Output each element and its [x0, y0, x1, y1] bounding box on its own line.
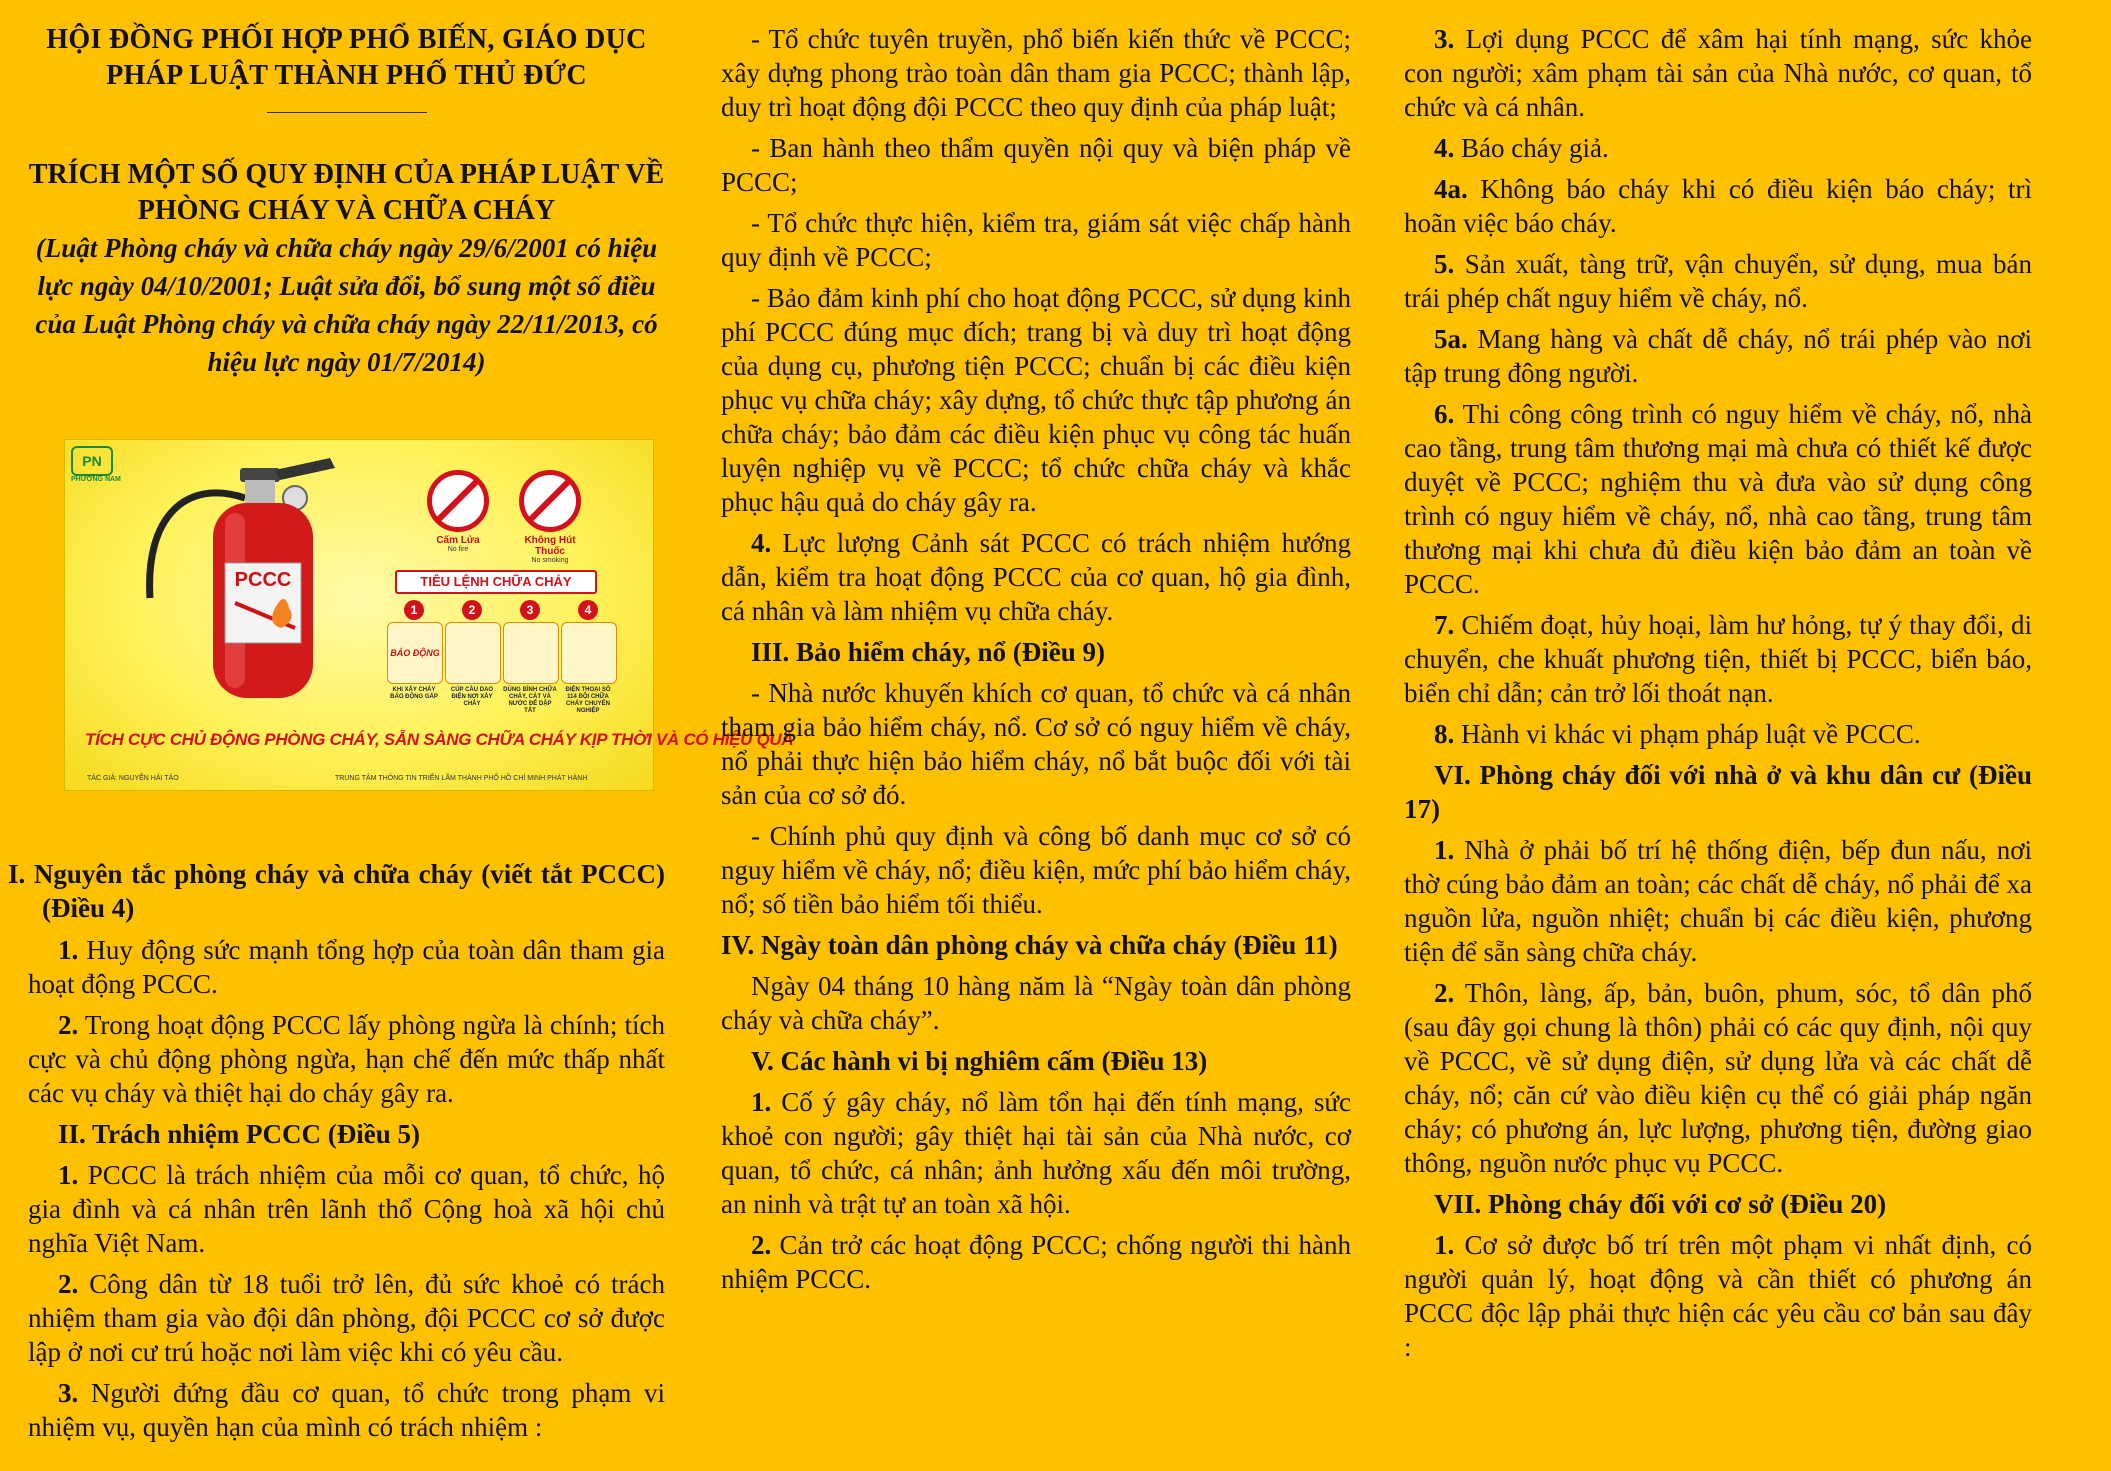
item-text: Hành vi khác vi phạm pháp luật về PCCC.: [1454, 719, 1921, 749]
step-number: 4: [578, 600, 598, 620]
step-2: [445, 600, 499, 715]
item-number: 2.: [751, 1230, 772, 1260]
article-item: [1404, 172, 2032, 240]
step-4: [561, 600, 615, 715]
poster-slogan: TÍCH CỰC CHỦ ĐỘNG PHÒNG CHÁY, SẴN SÀNG CHỮA CHÁY KỊP THỜI VÀ CÓ HIỆU QUẢ: [85, 730, 794, 749]
poster-publisher: TRUNG TÂM THÔNG TIN TRIỂN LÃM THÀNH PHỐ HỒ CHÍ MINH PHÁT HÀNH: [335, 775, 588, 782]
logo-mark: PN: [71, 446, 113, 476]
no-smoking-sublabel: No smoking: [531, 557, 569, 564]
item-number: 4a.: [1434, 174, 1468, 204]
step-text: KHI XẢY CHÁY BÁO ĐỘNG GẤP: [390, 687, 438, 700]
item-number: 8.: [1434, 719, 1455, 749]
item-text: Nhà ở phải bố trí hệ thống điện, bếp đun nấu, nơi thờ cúng bảo đảm an toàn; các chất dễ cháy, nổ phải để xa nguồn lửa, nguồn nhiệt; chuẩn bị các điều kiện, phương tiện để sẵn sàng chữa cháy.: [1404, 835, 2032, 967]
no-smoking-sign: [515, 470, 585, 565]
section-3-heading: III. Bảo hiểm cháy, nổ (Điều 9): [751, 637, 1106, 667]
poster-author: TÁC GIẢ: NGUYỄN HẢI TẢO: [87, 775, 179, 782]
alarm-word: BÁO ĐỘNG: [390, 648, 440, 658]
item-text: Cản trở các hoạt động PCCC; chống người thi hành nhiệm PCCC.: [721, 1230, 1351, 1294]
bullet-item: - Bảo đảm kinh phí cho hoạt động PCCC, sử dụng kinh phí PCCC đúng mục đích; trang bị và duy trì hoạt động của dụng cụ, phương tiện PCCC; chuẩn bị các điều kiện phục vụ chữa cháy; xây dựng, tổ chức thực tập phương án chữa cháy; bảo đảm các điều kiện phục vụ công tác huấn luyện nghiệp vụ về PCCC; tổ chức chữa cháy và khắc phục hậu quả do cháy gây ra.: [721, 283, 1351, 517]
title-divider: [267, 112, 427, 113]
item-text: Thôn, làng, ấp, bản, buôn, phum, sóc, tổ dân phố (sau đây gọi chung là thôn) phải có các quy định, nội quy về PCCC, về sử dụng điện, sử dụng lửa và các chất dễ cháy, nổ; căn cứ vào điều kiện cụ thể có giải pháp ngăn cháy; có phương án, lực lượng, phương tiện, đường giao thông, nguồn nước phục vụ PCCC.: [1404, 978, 2032, 1178]
item-text: Lực lượng Cảnh sát PCCC có trách nhiệm hướng dẫn, kiểm tra hoạt động PCCC của cơ quan, hộ gia đình, cá nhân và làm nhiệm vụ chữa cháy.: [721, 528, 1351, 626]
logo-name: PHƯƠNG NAM: [71, 476, 121, 483]
circuit-breaker-icon: [445, 622, 501, 684]
section-4-heading: IV. Ngày toàn dân phòng cháy và chữa cháy (Điều 11): [721, 930, 1338, 960]
document-title: TRÍCH MỘT SỐ QUY ĐỊNH CỦA PHÁP LUẬT VỀ PHÒNG CHÁY VÀ CHỮA CHÁY: [28, 159, 665, 226]
item-number: 1.: [58, 935, 79, 965]
bullet-item: - Tổ chức tuyên truyền, phổ biến kiến thức về PCCC; xây dựng phong trào toàn dân tham gia PCCC; thành lập, duy trì hoạt động đội PCCC theo quy định của pháp luật;: [721, 24, 1351, 122]
step-text: CÚP CẦU DAO ĐIỆN NƠI XẢY CHÁY: [450, 687, 494, 707]
article-item: [28, 1008, 665, 1110]
item-text: Huy động sức mạnh tổng hợp của toàn dân tham gia hoạt động PCCC.: [28, 935, 665, 999]
item-number: 2.: [58, 1269, 79, 1299]
step-text: ĐIỆN THOẠI SỐ 114 ĐỘI CHỮA CHÁY CHUYÊN NGHIỆP: [565, 687, 611, 714]
fire-extinguisher-icon: [125, 458, 355, 708]
no-smoking-label: Không Hút Thuốc: [524, 535, 576, 557]
article-item: [1404, 22, 2032, 124]
item-text: PCCC là trách nhiệm của mỗi cơ quan, tổ chức, hộ gia đình và cá nhân trên lãnh thổ Cộng hoà xã hội chủ nghĩa Việt Nam.: [28, 1160, 665, 1258]
article-item: [1404, 833, 2032, 969]
item-number: 7.: [1434, 610, 1455, 640]
section-1-heading: I. Nguyên tắc phòng cháy và chữa cháy (viết tắt PCCC) (Điều 4): [8, 859, 665, 923]
item-number: 6.: [1434, 399, 1455, 429]
item-number: 5.: [1434, 249, 1455, 279]
article-item: [28, 933, 665, 1001]
item-text: Lợi dụng PCCC để xâm hại tính mạng, sức khỏe con người; xâm phạm tài sản của Nhà nước, cơ quan, tổ chức và cá nhân.: [1404, 24, 2032, 122]
item-number: 4.: [1434, 133, 1455, 163]
section-7-heading: VII. Phòng cháy đối với cơ sở (Điều 20): [1434, 1189, 1887, 1219]
article-item: [1404, 397, 2032, 601]
item-text: Mang hàng và chất dễ cháy, nổ trái phép vào nơi tập trung đông người.: [1404, 324, 2032, 388]
item-text: Không báo cháy khi có điều kiện báo cháy; trì hoãn việc báo cháy.: [1404, 174, 2032, 238]
no-fire-sign: [423, 470, 493, 565]
column-1: [8, 22, 794, 1451]
article-item: [721, 1085, 1351, 1221]
bullet-item: - Chính phủ quy định và công bố danh mục cơ sở có nguy hiểm về cháy, nổ; điều kiện, mức phí bảo hiểm cháy, nổ; số tiền bảo hiểm tối thiểu.: [721, 821, 1351, 919]
publisher-logo: [71, 446, 121, 483]
article-item: [28, 1158, 665, 1260]
item-number: 1.: [1434, 1230, 1455, 1260]
item-text: Cơ sở được bố trí trên một phạm vi nhất định, có người quản lý, hoạt động và cần thiết có phương án PCCC độc lập phải thực hiện các yêu cầu cơ bản sau đây :: [1404, 1230, 2032, 1362]
section-6-heading: VI. Phòng cháy đối với nhà ở và khu dân cư (Điều 17): [1404, 760, 2032, 824]
step-1: [387, 600, 441, 715]
item-number: 3.: [58, 1378, 79, 1408]
article-item: [1404, 247, 2032, 315]
item-text: Báo cháy giả.: [1454, 133, 1609, 163]
extinguisher-label: PCCC: [234, 569, 292, 591]
item-number: 2.: [58, 1010, 79, 1040]
document-subtitle: (Luật Phòng cháy và chữa cháy ngày 29/6/2001 có hiệu lực ngày 04/10/2001; Luật sửa đổi, bổ sung một số điều của Luật Phòng cháy và chữa cháy ngày 22/11/2013, có hiệu lực ngày 01/7/2014): [35, 233, 658, 377]
article-item: [1404, 717, 2032, 751]
no-fire-label: Cấm Lửa: [436, 535, 480, 546]
article-item: [721, 1228, 1351, 1296]
step-number: 2: [462, 600, 482, 620]
item-text: Sản xuất, tàng trữ, vận chuyển, sử dụng, mua bán trái phép chất nguy hiểm về cháy, nổ.: [1404, 249, 2032, 313]
article-item: [1404, 131, 2032, 165]
article-item: [721, 526, 1351, 628]
article-item: [28, 1376, 665, 1444]
no-smoking-icon: [519, 470, 581, 532]
column-2: [721, 22, 1351, 1303]
item-number: 1.: [1434, 835, 1455, 865]
fire-safety-poster: [64, 439, 794, 791]
article-item: [1404, 1228, 2032, 1364]
item-number: 2.: [1434, 978, 1455, 1008]
item-number: 1.: [58, 1160, 79, 1190]
extinguish-icon: [503, 622, 559, 684]
issuing-organization: HỘI ĐỒNG PHỐI HỢP PHỔ BIẾN, GIÁO DỤC PHÁP LUẬT THÀNH PHỐ THỦ ĐỨC: [46, 24, 647, 91]
item-number: 5a.: [1434, 324, 1468, 354]
bullet-item: - Ban hành theo thẩm quyền nội quy và biện pháp về PCCC;: [721, 133, 1351, 197]
firefighting-steps: [387, 600, 615, 715]
firefighting-orders-banner: TIÊU LỆNH CHỮA CHÁY: [395, 570, 597, 594]
item-number: 4.: [751, 528, 772, 558]
section-2-heading: II. Trách nhiệm PCCC (Điều 5): [58, 1119, 420, 1149]
item-text: Cố ý gây cháy, nổ làm tổn hại đến tính mạng, sức khoẻ con người; gây thiệt hại tài sản của Nhà nước, cơ quan, tổ chức, cá nhân; ảnh hưởng xấu đến môi trường, an ninh và trật tự an toàn xã hội.: [721, 1087, 1351, 1219]
article-item: [1404, 976, 2032, 1180]
step-number: 3: [520, 600, 540, 620]
column-3: [1404, 22, 2032, 1371]
article-item: [28, 1267, 665, 1369]
prohibition-signs: [423, 470, 585, 565]
item-text: Thi công công trình có nguy hiểm về cháy, nổ, nhà cao tầng, trung tâm thương mại mà chưa có thiết kế được duyệt về PCCC; nghiệm thu và đưa vào sử dụng công trình có nguy hiểm về cháy, nổ, nhà cao tầng, trung tâm thương mại khi chưa đủ điều kiện bảo đảm an toàn về PCCC.: [1404, 399, 2032, 599]
alarm-icon: [387, 622, 443, 684]
step-number: 1: [404, 600, 424, 620]
no-fire-icon: [427, 470, 489, 532]
item-number: 1.: [751, 1087, 772, 1117]
phone-icon: [561, 622, 617, 684]
step-3: [503, 600, 557, 715]
bullet-item: - Nhà nước khuyến khích cơ quan, tổ chức và cá nhân tham gia bảo hiểm cháy, nổ. Cơ sở có nguy hiểm về cháy, nổ phải thực hiện bảo hiểm cháy, nổ bắt buộc đối với tài sản của cơ sở đó.: [721, 678, 1351, 810]
item-text: Trong hoạt động PCCC lấy phòng ngừa là chính; tích cực và chủ động phòng ngừa, hạn chế đến mức thấp nhất các vụ cháy và thiệt hại do cháy gây ra.: [28, 1010, 665, 1108]
item-text: Chiếm đoạt, hủy hoại, làm hư hỏng, tự ý thay đổi, di chuyển, che khuất phương tiện, thiết bị PCCC, biển báo, biển chỉ dẫn; cản trở lối thoát nạn.: [1404, 610, 2032, 708]
item-text: Công dân từ 18 tuổi trở lên, đủ sức khoẻ có trách nhiệm tham gia vào đội dân phòng, đội PCCC cơ sở được lập ở nơi cư trú hoặc nơi làm việc khi có yêu cầu.: [28, 1269, 665, 1367]
item-text: Người đứng đầu cơ quan, tổ chức trong phạm vi nhiệm vụ, quyền hạn của mình có trách nhiệm :: [28, 1378, 665, 1442]
bullet-item: - Tổ chức thực hiện, kiểm tra, giám sát việc chấp hành quy định về PCCC;: [721, 208, 1351, 272]
article-item: [1404, 608, 2032, 710]
section-5-heading: V. Các hành vi bị nghiêm cấm (Điều 13): [751, 1046, 1208, 1076]
article-item: Ngày 04 tháng 10 hàng năm là “Ngày toàn dân phòng cháy và chữa cháy”.: [721, 971, 1351, 1035]
no-fire-sublabel: No fire: [447, 546, 469, 553]
article-item: [1404, 322, 2032, 390]
step-text: DÙNG BÌNH CHỮA CHÁY, CÁT VÀ NƯỚC ĐỂ DẬP TẮT: [503, 687, 557, 714]
item-number: 3.: [1434, 24, 1455, 54]
